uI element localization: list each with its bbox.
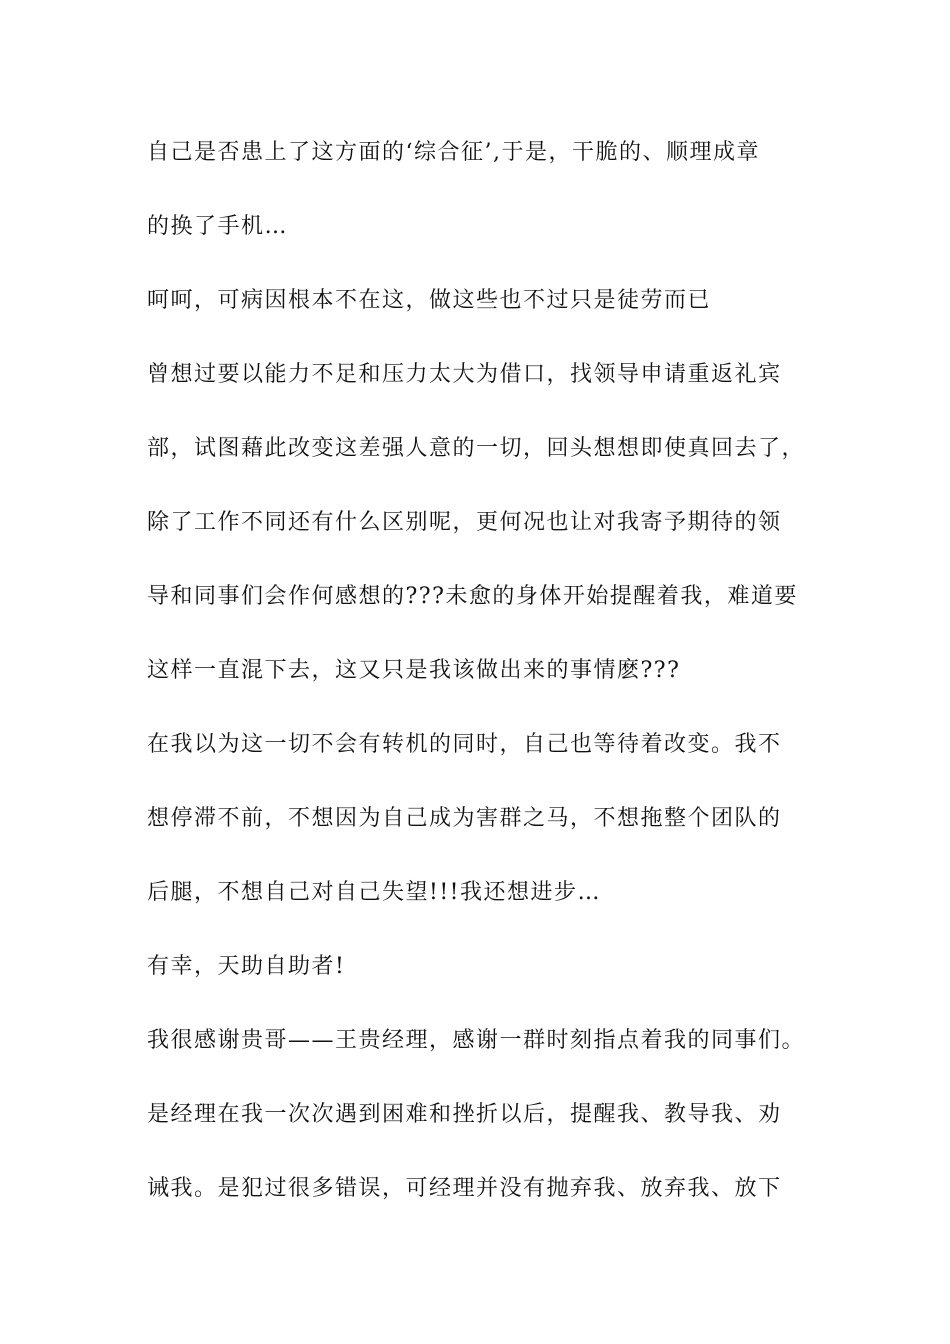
text-line: 后腿，不想自己对自己失望!!!我还想进步…: [147, 880, 602, 905]
text-line: 的换了手机…: [147, 214, 289, 239]
text-line: 呵呵，可病因根本不在这，做这些也不过只是徒劳而已: [147, 288, 712, 313]
text-line: 有幸，天助自助者!: [147, 954, 346, 979]
text-line: 导和同事们会作何感想的???未愈的身体开始提醒着我，难道要: [147, 584, 798, 609]
document-body: [147, 130, 837, 1240]
text-line: 在我以为这一切不会有转机的同时，自己也等待着改变。我不: [147, 732, 782, 757]
text-line: 曾想过要以能力不足和压力太大为借口，找领导申请重返礼宾: [147, 362, 782, 387]
text-line: 部，试图藉此改变这差强人意的一切，回头想想即使真回去了，: [147, 436, 806, 461]
text-line: 这样一直混下去，这又只是我该做出来的事情麽???: [147, 658, 681, 683]
text-line: 除了工作不同还有什么区别呢，更何况也让对我寄予期待的领: [147, 510, 782, 535]
text-line: 想停滞不前，不想因为自己成为害群之马，不想拖整个团队的: [147, 806, 782, 831]
text-line: 诫我。是犯过很多错误，可经理并没有抛弃我、放弃我、放下: [147, 1176, 782, 1201]
text-line: 是经理在我一次次遇到困难和挫折以后，提醒我、教导我、劝: [147, 1102, 782, 1127]
text-line: 我很感谢贵哥——王贵经理，感谢一群时刻指点着我的同事们。: [147, 1028, 806, 1053]
text-line: 自己是否患上了这方面的‘综合征’,于是，干脆的、顺理成章: [147, 140, 760, 165]
